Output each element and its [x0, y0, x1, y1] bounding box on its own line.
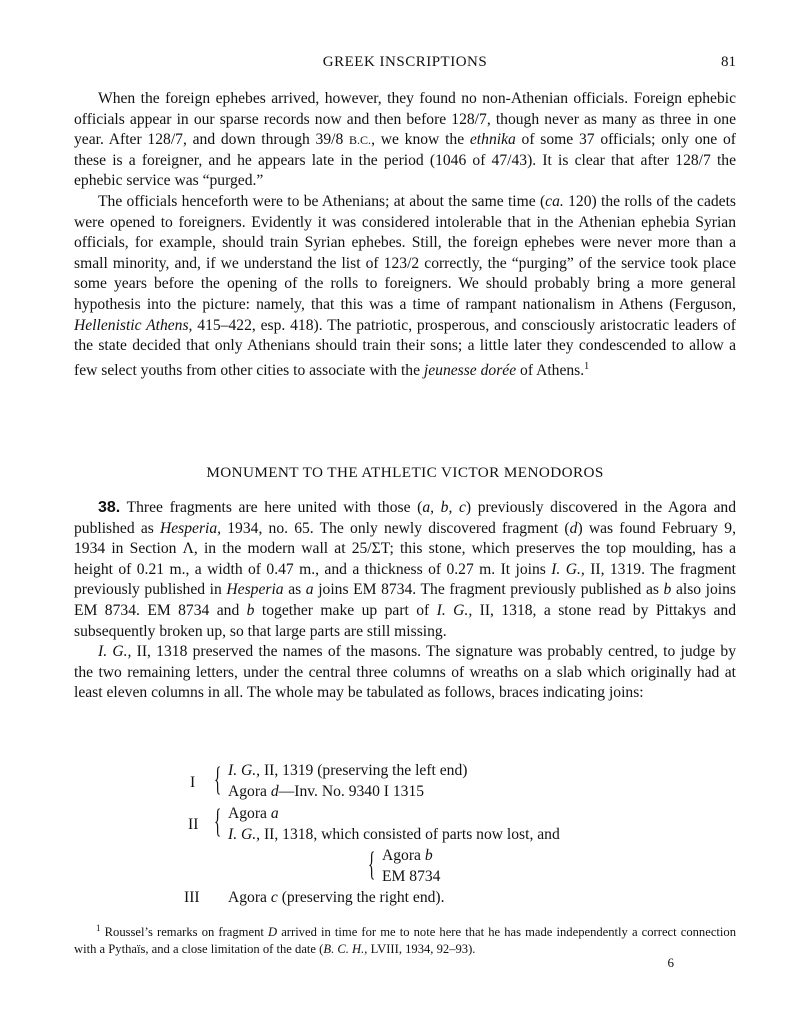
- footnote: [74, 920, 736, 958]
- table-row: EM 8734: [382, 868, 441, 885]
- text-run: also joins EM 8734. EM 8734 and: [74, 581, 736, 619]
- table-row: [228, 824, 560, 845]
- text-run: —Inv. No. 9340 I 1315: [278, 783, 425, 800]
- brace-icon: {: [214, 803, 222, 840]
- italic-run: a: [305, 581, 314, 599]
- italic-run: I. G.,: [228, 762, 261, 779]
- paragraph-foreign-ephebes: [74, 89, 736, 192]
- italic-run: D: [267, 925, 278, 940]
- paragraph-fragments: [74, 498, 736, 642]
- section-text: [74, 498, 736, 704]
- italic-run: ca.: [545, 192, 564, 210]
- text-run: as: [283, 581, 306, 599]
- text-run: II, 1319 (preserving the left end): [260, 762, 468, 779]
- group-label-ii: II: [188, 816, 199, 833]
- footnote-marker: 1: [96, 923, 101, 933]
- table-row: [382, 845, 433, 866]
- italic-run: a: [270, 805, 279, 822]
- table-row: [228, 887, 445, 908]
- italic-run: jeunesse dorée: [423, 361, 517, 379]
- running-title: GREEK INSCRIPTIONS: [322, 54, 488, 70]
- text-run: Agora: [228, 783, 271, 800]
- text-run: 1934, no. 65. The only newly discovered fragment (: [221, 519, 570, 537]
- paragraph-athenian-officials: [74, 192, 736, 382]
- text-run: Agora: [228, 805, 271, 822]
- table-row: [228, 803, 279, 824]
- italic-run: b: [424, 847, 433, 864]
- signature-mark: 6: [667, 955, 674, 970]
- italic-run: ethnika: [469, 131, 516, 149]
- group-label-iii: III: [184, 889, 200, 906]
- page-number: 81: [721, 54, 736, 70]
- section-heading: MONUMENT TO THE ATHLETIC VICTOR MENODOROS: [206, 464, 604, 481]
- text-run: 415–422, esp. 418). The patriotic, prosperous, and consciously aristocratic leaders of the state decided that only Athenians should train their sons; a little later they condescended to allow a few select youths from other cities to associate with the: [74, 316, 736, 379]
- text-run: of some 37 officials; only one of these is a foreigner, and he appears late in the period (1046 of 47/43). It is clear that after 128/7 the ephebic service was “purged.”: [74, 131, 736, 190]
- text-run: together make up part of: [254, 601, 437, 619]
- text-run: (preserving the right end).: [277, 889, 445, 906]
- text-run: LVIII, 1934, 92–93).: [367, 942, 476, 957]
- table-row: [228, 760, 467, 781]
- italic-run: Hesperia: [226, 581, 284, 599]
- footnote-text: [74, 920, 736, 958]
- italic-run: I. G.,: [551, 560, 585, 578]
- footnote-reference: 1: [584, 360, 590, 372]
- text-run: 120) the rolls of the cadets were opened to foreigners. Evidently it was considered intolerable that in the Athenian ephebia Syrian officials, for example, should train Syrian ephebes. Still, the foreign ephebes were never more than a small minority, and, if we understand the list of 123/2 correctly, the “purging” of the service took place some years before the opening of the rolls to foreigners. We should probably bring a more general hypothesis into the picture: namely, that this was a time of rampant nationalism in Athens (Ferguson,: [74, 192, 737, 313]
- text-run: II, 1318, which consisted of parts now lost, and: [260, 826, 560, 843]
- italic-run: Hellenistic Athens,: [74, 316, 193, 334]
- italic-run: b: [663, 581, 672, 599]
- text-run: Roussel’s remarks on fragment: [100, 925, 268, 940]
- italic-run: d: [270, 783, 279, 800]
- text-run: II, 1318, a stone read by Pittakys and subsequently broken up, so that large parts are still missing.: [74, 601, 737, 640]
- italic-run: a, b, c: [422, 499, 466, 516]
- text-run: , we know the: [371, 131, 470, 149]
- table-row: [228, 781, 424, 802]
- brace-icon: {: [368, 846, 376, 883]
- text-run: II, 1319. The fragment previously published in: [74, 560, 737, 599]
- text-run: The officials henceforth were to be Athenians; at about the same time (: [98, 192, 546, 210]
- joins-table: [74, 760, 736, 910]
- italic-run: B. C. H.,: [323, 942, 368, 957]
- entry-number: 38.: [98, 499, 121, 516]
- italic-run: Hesperia,: [160, 519, 222, 537]
- text-run: When the foreign ephebes arrived, however, they found no non-Athenian officials. Foreign ephebic officials appear in our sparse records now and then before 128/7, though never as many as three in one year. After 128/7, and down through 39/8: [74, 90, 736, 149]
- intro-text: [74, 89, 736, 382]
- italic-run: b: [246, 601, 255, 619]
- text-run: ) was found February 9, 1934 in Section Λ, in the modern wall at 25/ΣΤ; this stone, which preserves the top moulding, has a height of 0.21 m., a width of 0.47 m., and a thickness of 0.27 m. It joins: [74, 519, 736, 578]
- text-run: joins EM 8734. The fragment previously published as: [313, 581, 664, 599]
- text-run: Three fragments are here united with those (: [120, 499, 423, 516]
- text-run: Agora: [382, 847, 425, 864]
- paragraph-masons: [74, 642, 736, 704]
- italic-run: I. G.,: [228, 826, 261, 843]
- italic-run: I. G.,: [436, 601, 473, 619]
- text-run: II, 1318 preserved the names of the masons. The signature was probably centred, to judge by the two remaining letters, under the central three columns of wreaths on a slab which originally had at least eleven columns in all. The whole may be tabulated as follows, braces indicating joins:: [74, 643, 736, 702]
- italic-run: d: [569, 519, 578, 537]
- text-run: of Athens.: [516, 361, 585, 379]
- text-run: Agora: [228, 889, 271, 906]
- running-header: [74, 54, 736, 76]
- italic-run: c: [270, 889, 278, 906]
- brace-icon: {: [214, 761, 222, 798]
- text-run: B.C.: [349, 133, 372, 148]
- text-run: ) previously discovered in the Agora and published as: [74, 499, 737, 537]
- group-label-i: I: [190, 774, 196, 791]
- italic-run: I. G.,: [98, 643, 132, 661]
- text-run: arrived in time for me to note here that he has made independently a correct connection with a Pythaïs, and a close limitation of the date (: [74, 925, 736, 957]
